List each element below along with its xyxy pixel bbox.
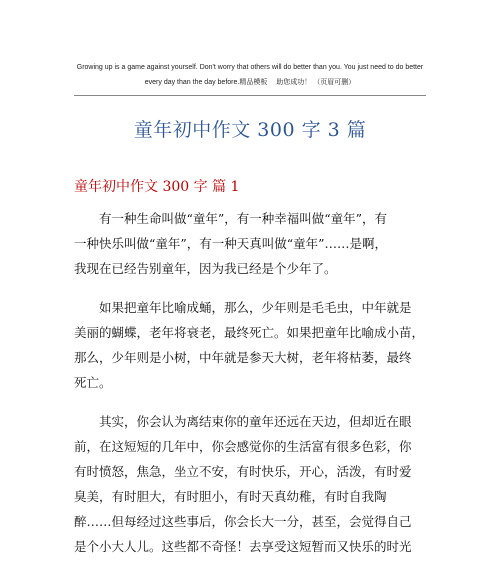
article-body: [74, 206, 426, 573]
paragraph-3: [74, 409, 426, 559]
paragraph-2: [74, 295, 426, 395]
paragraph-line: 美丽的蝴蝶，老年将衰老，最终死亡。如果把童年比喻成小苗，: [74, 325, 425, 340]
paragraph-line: 那么，少年则是小树，中年就是参天大树，老年将枯萎，最终: [74, 350, 412, 365]
paragraph-line: 是个小大人儿。这些都不奇怪！去享受这短暂而又快乐的时光: [74, 539, 412, 554]
paragraph-line: 有一种生命叫做“童年”，有一种幸福叫做“童年”，有: [99, 211, 388, 226]
paragraph-line: 一种快乐叫做“童年”，有一种天真叫做“童年”……是啊，: [74, 236, 388, 251]
header-divider: [74, 95, 426, 96]
paragraph-line: 醉……但每经过这些事后，你会长大一分，甚至，会觉得自己: [74, 514, 412, 529]
paragraph-line: 其实，你会认为离结束你的童年还远在天边，但却近在眼: [99, 414, 412, 429]
paragraph-line: 如果把童年比喻成蛹，那么，少年则是毛毛虫，中年就是: [99, 300, 412, 315]
paragraph-line: 臭美，有时胆大，有时胆小，有时天真幼稚，有时自我陶: [74, 489, 387, 504]
page-header: [70, 60, 430, 90]
paragraph-1: [74, 206, 426, 281]
header-line-1: Growing up is a game against yourself. Don't worry that others will do better than you. You just need to do better: [76, 64, 424, 71]
section-heading: 童年初中作文 300 字 篇 1: [74, 179, 240, 195]
paragraph-line: 死亡。: [74, 375, 112, 390]
header-line-2: every day than the day before.精品模板 助您成功！ （页眉可删）: [144, 79, 356, 86]
paragraph-line: 有时愤怒，焦急，坐立不安，有时快乐，开心，活泼，有时爱: [74, 464, 412, 479]
paragraph-line: 前，在这短短的几年中，你会感觉你的生活富有很多色彩，你: [74, 439, 412, 454]
document-title: 童年初中作文 300 字 3 篇: [133, 119, 367, 141]
paragraph-line: 我现在已经告别童年，因为我已经是个少年了。: [74, 261, 337, 276]
